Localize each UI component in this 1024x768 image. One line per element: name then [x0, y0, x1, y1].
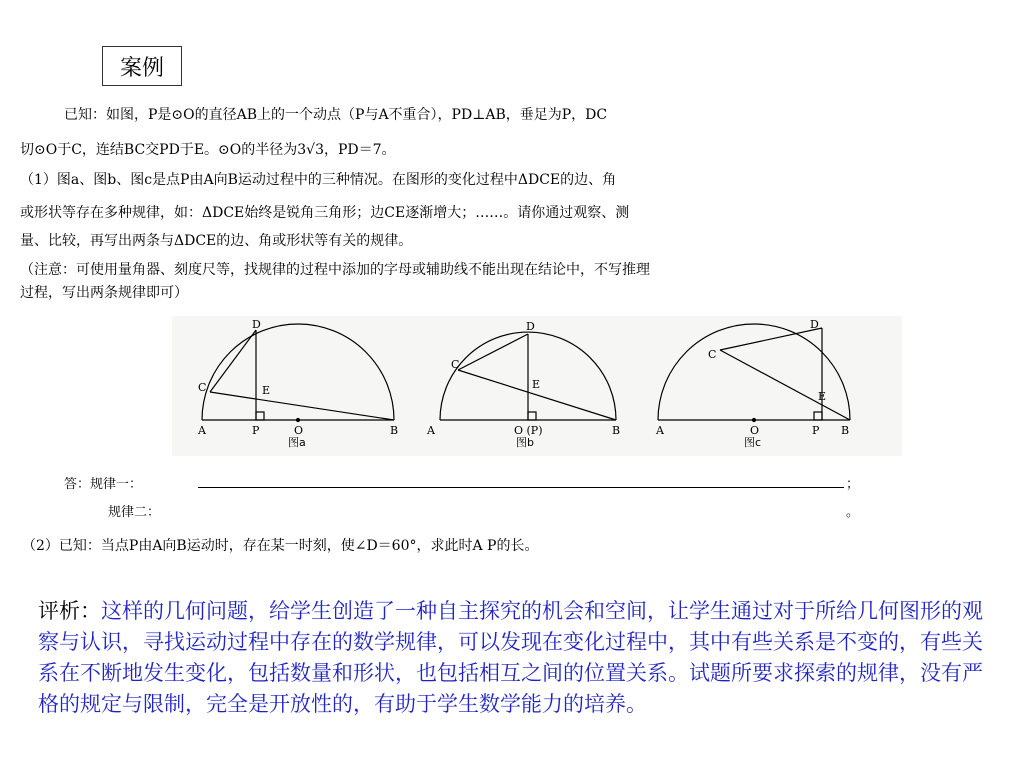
figure-a-tangent	[210, 330, 256, 392]
figure-b-label-op: O (P)	[514, 424, 543, 437]
problem-line-5: 量、比较，再写出两条与ΔDCE的边、角或形状等有关的规律。	[20, 233, 413, 249]
figure-c-right-angle	[814, 412, 822, 420]
figure-c-label-o: O	[750, 424, 760, 437]
figure-c-bc	[720, 350, 850, 420]
analysis-label: 评析：	[38, 599, 101, 623]
figure-c-label-e: E	[818, 390, 827, 403]
rule1-label: 答：规律一：	[64, 477, 143, 492]
rule1-answer-line	[198, 487, 844, 488]
figure-c	[658, 324, 850, 422]
figure-a-caption: 图a	[288, 436, 306, 449]
figure-b-label-a: A	[427, 424, 435, 437]
figure-a-center	[297, 419, 300, 422]
figure-b-caption: 图b	[516, 436, 534, 449]
problem-line-6: （注意：可使用量角器、刻度尺等，找规律的过程中添加的字母或辅助线不能出现在结论中，不写推理	[20, 262, 650, 278]
problem-line-2: 切⊙O于C，连结BC交PD于E。⊙O的半径为3√3，PD＝7。	[20, 142, 396, 158]
rule1-end: ；	[846, 477, 860, 492]
figure-a-label-a: A	[198, 424, 206, 437]
figure-c-label-b: B	[841, 424, 850, 437]
figure-a-label-b: B	[390, 424, 399, 437]
figure-c-caption: 图c	[744, 436, 762, 449]
figure-a-bc	[210, 392, 394, 420]
geometry-figures	[172, 316, 902, 456]
figure-b-right-angle	[528, 412, 536, 420]
figure-a-label-p: P	[252, 424, 260, 437]
figure-a-label-c: C	[198, 381, 207, 394]
figures-svg	[172, 316, 902, 456]
figure-a-label-o: O	[294, 424, 304, 437]
figure-c-semicircle	[658, 324, 850, 420]
analysis-paragraph	[38, 596, 1000, 720]
figure-a-label-e: E	[262, 384, 271, 397]
question-2: （2）已知：当点P由A向B运动时，存在某一时刻，使∠D＝60°，求此时A P的长。	[22, 538, 539, 554]
figure-b-label-c: C	[451, 358, 460, 371]
figure-b-label-e: E	[532, 378, 541, 391]
figure-a-label-d: D	[252, 318, 261, 331]
problem-line-3: （1）图a、图b、图c是点P由A向B运动过程中的三种情况。在图形的变化过程中ΔDCE的边、角	[20, 172, 617, 188]
case-label: 案例	[102, 46, 182, 86]
figure-c-center	[753, 419, 756, 422]
problem-line-4: 或形状等存在多种规律，如：ΔDCE始终是锐角三角形；边CE逐渐增大；……。请你通过观察、测	[20, 205, 630, 221]
figure-a	[202, 324, 394, 422]
figure-c-label-d: D	[810, 318, 819, 331]
rule2-end: 。	[846, 505, 860, 520]
figure-c-tangent	[720, 328, 822, 350]
problem-line-1: 已知：如图，P是⊙O的直径AB上的一个动点（P与A不重合），PD⊥AB，垂足为P，DC	[64, 107, 608, 123]
figure-b	[440, 332, 616, 420]
figure-a-right-angle	[256, 412, 264, 420]
figure-c-label-a: A	[656, 424, 664, 437]
figure-c-label-c: C	[708, 348, 717, 361]
figure-b-label-d: D	[526, 320, 535, 333]
figure-c-label-p: P	[812, 424, 820, 437]
problem-line-7: 过程，写出两条规律即可）	[20, 285, 188, 301]
rule2-label: 规律二：	[108, 505, 161, 520]
figure-b-label-b: B	[612, 424, 621, 437]
analysis-text: 这样的几何问题，给学生创造了一种自主探究的机会和空间，让学生通过对于所给几何图形的观察与认识，寻找运动过程中存在的数学规律，可以发现在变化过程中，其中有些关系是不变的，有些关系在不断地发生变化，包括数量和形状，也包括相互之间的位置关系。试题所要求探索的规律，没有严格的规定与限制，完全是开放性的，有助于学生数学能力的培养。	[38, 599, 983, 716]
